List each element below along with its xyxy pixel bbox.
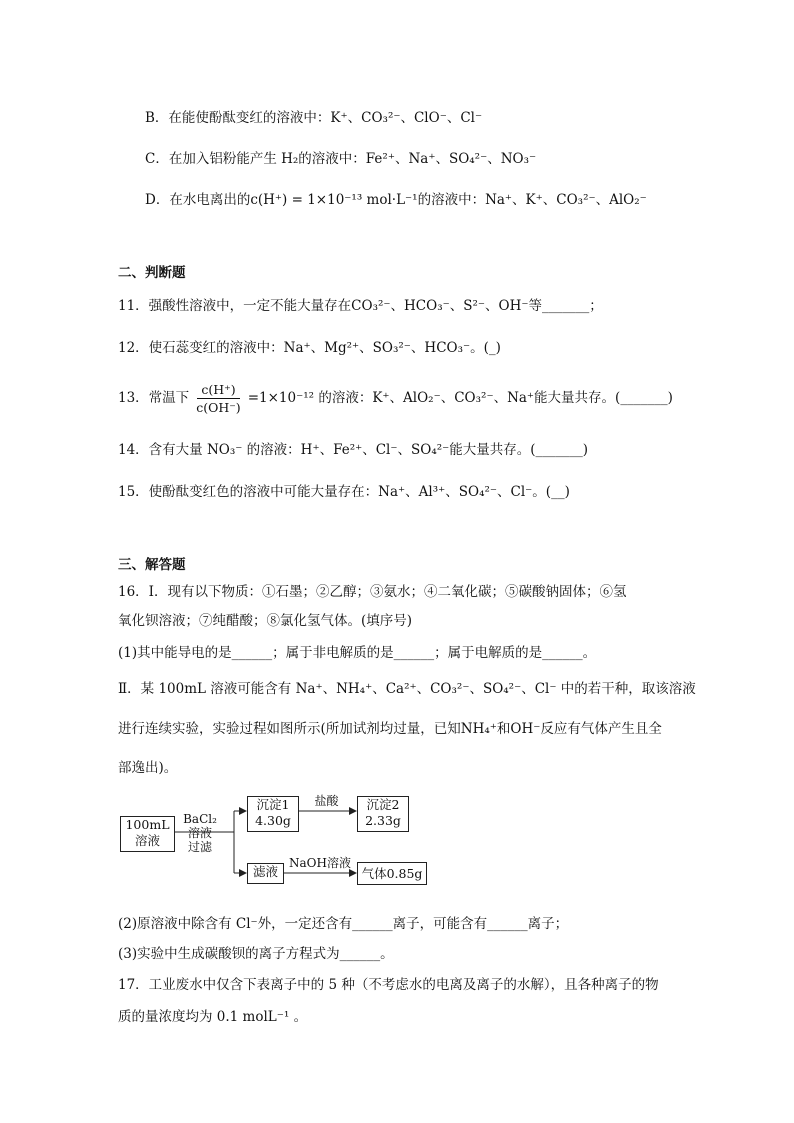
option-c: C．在加入铝粉能产生 H₂的溶液中：Fe²⁺、Na⁺、SO₄²⁻、NO₃⁻ bbox=[145, 151, 537, 167]
question-16-part-2-sub-3: (3)实验中生成碳酸钡的离子方程式为______。 bbox=[118, 946, 394, 962]
hydrochloric-acid-label: 盐酸 bbox=[314, 794, 339, 808]
reagent-bacl2-label: BaCl₂ 溶液 过滤 bbox=[183, 812, 217, 854]
precipitate-1-box: 沉淀1 4.30g bbox=[247, 796, 299, 832]
question-13-prefix: 13．常温下 bbox=[118, 390, 190, 406]
fraction-numerator: c(H⁺) bbox=[197, 381, 239, 399]
question-16-line-2: 氧化钡溶液；⑦纯醋酸；⑧氯化氢气体。(填序号) bbox=[118, 613, 413, 629]
question-17-line-2: 质的量浓度均为 0.1 molL⁻¹ 。 bbox=[118, 1009, 308, 1025]
option-b: B．在能使酚酞变红的溶液中：K⁺、CO₃²⁻、ClO⁻、Cl⁻ bbox=[145, 110, 483, 126]
question-17-line-1: 17．工业废水中仅含下表离子中的 5 种（不考虑水的电离及离子的水解），且各种离子的物 bbox=[118, 977, 659, 993]
start-solution-box: 100mL 溶液 bbox=[120, 816, 175, 852]
section-2-heading: 二、判断题 bbox=[118, 265, 186, 281]
question-15: 15．使酚酞变红色的溶液中可能大量存在：Na⁺、Al³⁺、SO₄²⁻、Cl⁻。(__) bbox=[118, 484, 570, 500]
question-16-line-1: 16．Ⅰ．现有以下物质：①石墨；②乙醇；③氨水；④二氧化碳；⑤碳酸钠固体；⑥氢 bbox=[118, 584, 627, 600]
question-14: 14．含有大量 NO₃⁻ 的溶液：H⁺、Fe²⁺、Cl⁻、SO₄²⁻能大量共存。(_______) bbox=[118, 442, 589, 458]
option-d: D．在水电离出的c(H⁺) = 1×10⁻¹³ mol·L⁻¹的溶液中：Na⁺、K⁺、CO₃²⁻、AlO₂⁻ bbox=[145, 192, 647, 208]
filtrate-box: 滤液 bbox=[247, 863, 284, 884]
question-16-part-2-sub-2: (2)原溶液中除含有 Cl⁻外，一定还含有______离子，可能含有______离子； bbox=[118, 916, 569, 932]
question-16-part-1: (1)其中能导电的是______；属于非电解质的是______；属于电解质的是______。 bbox=[118, 645, 597, 661]
gas-box: 气体0.85g bbox=[357, 862, 427, 885]
question-16-part-2-line-2: 进行连续实验，实验过程如图所示(所加试剂均过量，已知NH₄⁺和OH⁻反应有气体产生且全 bbox=[118, 721, 662, 737]
question-11: 11．强酸性溶液中，一定不能大量存在CO₃²⁻、HCO₃⁻、S²⁻、OH⁻等_______； bbox=[118, 298, 603, 314]
question-16-part-2-line-3: 部逸出)。 bbox=[118, 760, 178, 776]
question-12: 12．使石蕊变红的溶液中：Na⁺、Mg²⁺、SO₃²⁻、HCO₃⁻。(_) bbox=[118, 340, 501, 356]
question-13-suffix: =1×10⁻¹² 的溶液：K⁺、AlO₂⁻、CO₃²⁻、Na⁺能大量共存。(_______) bbox=[247, 390, 673, 406]
precipitate-2-box: 沉淀2 2.33g bbox=[357, 796, 409, 832]
fraction-denominator: c(OH⁻) bbox=[196, 399, 241, 415]
naoh-solution-label: NaOH溶液 bbox=[289, 856, 351, 870]
section-3-heading: 三、解答题 bbox=[118, 557, 186, 573]
question-16-part-2-line-1: Ⅱ．某 100mL 溶液可能含有 Na⁺、NH₄⁺、Ca²⁺、CO₃²⁻、SO₄²⁻、Cl⁻ 中的若干种，取该溶液 bbox=[118, 681, 696, 697]
